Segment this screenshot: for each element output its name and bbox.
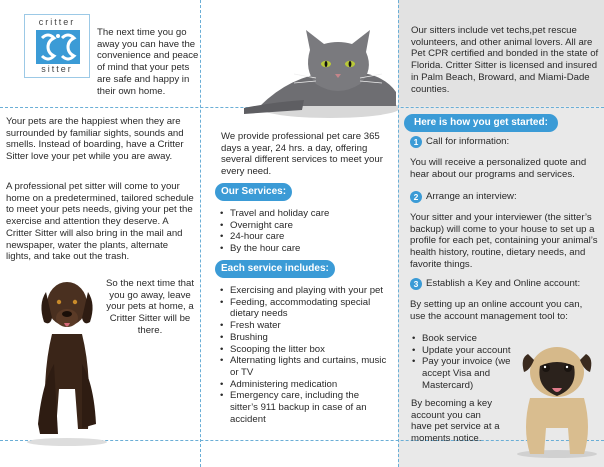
includes-item: • Feeding, accommodating special dietary needs [219, 297, 389, 320]
includes-item: • Alternating lights and curtains, music or TV [219, 355, 389, 378]
grey-cat-illustration [240, 28, 398, 118]
step-3 [410, 278, 600, 322]
step-2-number: 2 [410, 191, 422, 203]
step-3-number: 3 [410, 278, 422, 290]
service-item: • Overnight care [219, 220, 395, 232]
account-tool-list [411, 333, 511, 392]
service-item: • 24-hour care [219, 231, 395, 243]
col1-paragraph-2: A professional pet sitter will come to your home on a predetermined, tailored schedule to meet your pets needs, giving your pet the exercise and attention they deserve. A Critter Sitter will also bring in the mail and newspaper, water the plants, alternate lights, and take out the trash. [6, 181, 194, 263]
pug-dog-illustration [512, 340, 602, 458]
each-service-includes-heading: Each service includes: [215, 260, 335, 278]
col1-intro-text: The next time you go away you can have the convenience and peace of mind that your pets are safe and happy in their own home. [97, 27, 199, 97]
step-1-body: You will receive a personalized quote and hear about our programs and services. [410, 157, 587, 180]
account-item: • Update your account [411, 345, 511, 357]
logo-word-bottom: sitter [41, 64, 73, 75]
col1-paragraph-1: Your pets are the happiest when they are surrounded by familiar sights, sounds and smells. Instead of boarding, have a Critter Sitter love your pet while you are away. [6, 116, 184, 163]
step-2-title [410, 191, 600, 203]
fold-line-right [398, 0, 399, 467]
step-2-title-text: Arrange an interview: [426, 191, 517, 202]
account-item: • Book service [411, 333, 511, 345]
our-services-heading: Our Services: [215, 183, 292, 201]
includes-item: • Fresh water [219, 320, 389, 332]
includes-item: • Administering medication [219, 379, 389, 391]
step-1 [410, 136, 600, 180]
step-3-title-text: Establish a Key and Online account: [426, 278, 581, 289]
step-2 [410, 191, 600, 271]
account-item: • Pay your invoice (we accept Visa and Mastercard) [411, 356, 511, 391]
includes-item: • Scooping the litter box [219, 344, 389, 356]
sitters-info-text: Our sitters include vet techs,pet rescue volunteers, and other animal lovers. All are Pet CPR certified and bonded in the state of Florida. Critter Sitter is licensed and insured in Palm Beach, Broward, and Miami-Dade counties. [411, 25, 599, 95]
labrador-dog-illustration [24, 274, 110, 446]
logo-word-top: critter [38, 17, 76, 27]
includes-item: • Exercising and playing with your pet [219, 285, 389, 297]
includes-item: • Brushing [219, 332, 389, 344]
services-list [219, 208, 395, 255]
service-item: • Travel and holiday care [219, 208, 395, 220]
step-1-number: 1 [410, 136, 422, 148]
includes-item: • Emergency care, including the sitter’s 911 backup in case of an accident [219, 390, 389, 425]
includes-list [219, 285, 389, 425]
get-started-heading: Here is how you get started: [404, 114, 558, 132]
col2-intro-text: We provide professional pet care 365 days a year, 24 hrs. a day, offering several different services to meet your every need. [221, 131, 383, 178]
critter-sitter-logo [24, 14, 90, 78]
step-2-body: Your sitter and your interviewer (the sitter’s backup) will come to your house to set up a profile for each pet, containing your animal’s health history, routine, dietary needs, and favorite things. [410, 212, 598, 270]
dog-caption: So the next time that you go away, leave your pets at home, a Critter Sitter will be there. [106, 278, 194, 336]
step-3-body: By setting up an online account you can, use the account management tool to: [410, 299, 583, 322]
service-item: • By the hour care [219, 243, 395, 255]
logo-emblem-icon [36, 30, 80, 64]
step-1-title [410, 136, 600, 148]
step-1-title-text: Call for information: [426, 136, 510, 147]
key-account-closing-text: By becoming a key account you can have pet service at a moments notice. [411, 398, 500, 445]
step-3-title [410, 278, 600, 290]
